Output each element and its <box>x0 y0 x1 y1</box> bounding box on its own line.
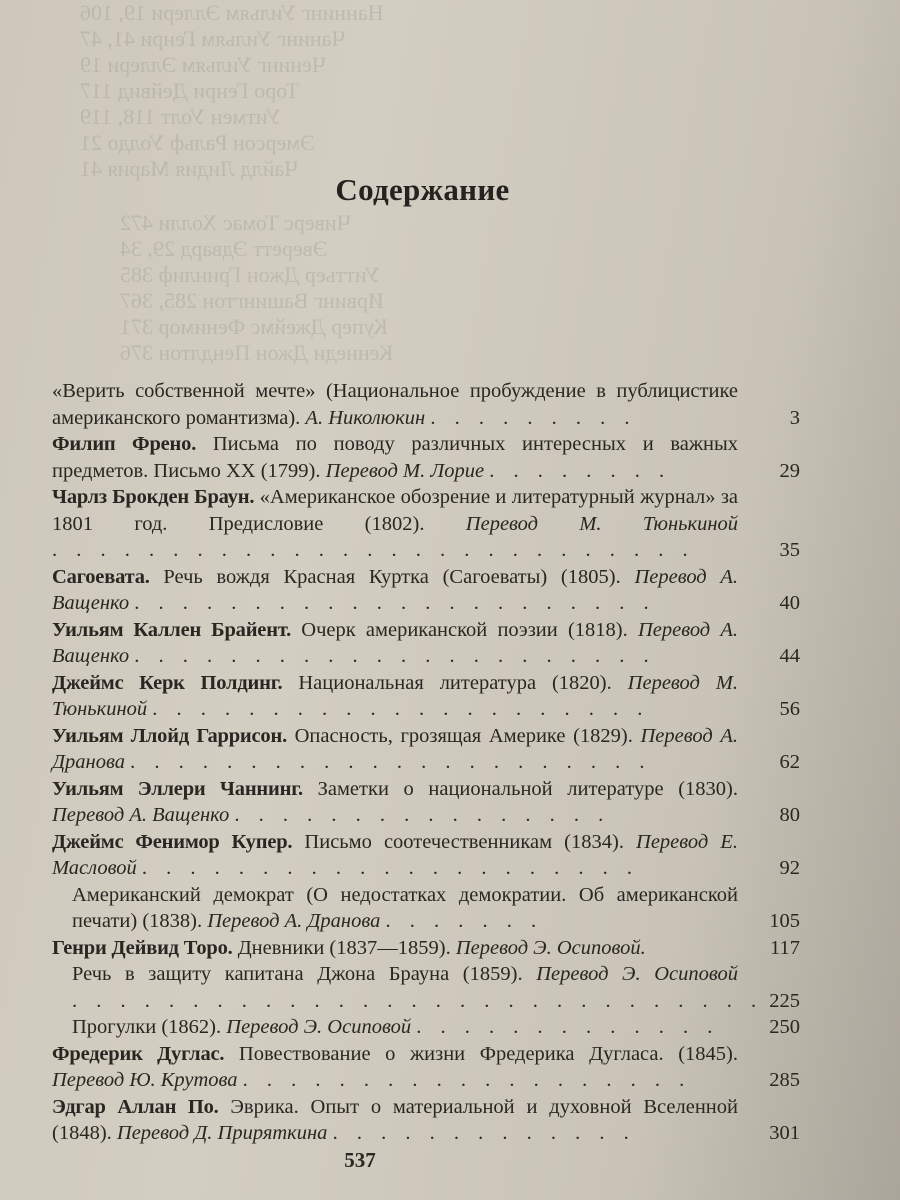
bleed-through-text: Наннинг Уильям Эллери 19, 106 <box>80 0 384 25</box>
toc-entry-translator: Перевод А. Дранова <box>52 724 738 773</box>
toc-entry <box>52 935 800 962</box>
toc-entry-page: 44 <box>779 645 800 667</box>
bleed-through-text: Кеннеди Джон Пендлтон 376 <box>120 340 394 365</box>
page-title: Содержание <box>335 172 510 207</box>
toc-entry-page: 225 <box>769 989 800 1012</box>
toc-entry-title: Речь вождя Красная Куртка (Сагоеваты) (1805). <box>163 565 621 588</box>
toc-entry-translator: Перевод Э. Осиповой. <box>455 936 646 959</box>
toc-entry-leader: . . . . . . . . . <box>430 406 637 429</box>
toc-entry-title: Эврика. Опыт о материальной и духовной Вселенной (1848). <box>52 1095 738 1144</box>
toc-entry-title: «Верить собственной мечте» (Национальное пробуждение в публицистике американского романтизма). <box>52 380 738 429</box>
toc-entry-leader: . . . . . . . . <box>489 459 672 482</box>
toc-entry-title: Письма по поводу различных интересных и важных предметов. Письмо XX (1799). <box>52 433 739 482</box>
toc-entry-title: Заметки о национальной литературе (1830). <box>317 777 738 800</box>
toc-entry-author: Генри Дейвид Торо. <box>52 936 233 959</box>
toc-entry <box>52 961 800 1014</box>
toc-entry-title: Опасность, грозящая Америке (1829). <box>294 724 633 747</box>
toc-entry-author: Эдгар Аллан По. <box>52 1095 219 1118</box>
toc-entry <box>52 378 800 431</box>
bleed-through-text: Уиттьер Джон Гринлиф 385 <box>120 262 381 287</box>
bleed-through-text: Эмерсон Ральф Уолдо 21 <box>80 130 315 155</box>
bleed-through-text: Чанинг Уильям Генри 41, 47 <box>80 26 346 51</box>
toc-entry-leader: . . . . . . . . . . . . . . . . <box>234 804 611 826</box>
toc-entry-page: 92 <box>779 857 800 879</box>
toc-entry-author: Уильям Эллери Чаннинг. <box>52 777 303 800</box>
toc-entry-leader: . . . . . . . . . . . . . . . . . . . . . . <box>130 751 652 773</box>
bleed-through-text: Торо Генри Дейвид 117 <box>80 78 299 103</box>
toc-entry-page: 117 <box>770 936 800 959</box>
toc-entry <box>52 723 800 776</box>
toc-entry <box>52 564 800 617</box>
toc-entry <box>52 1014 800 1041</box>
toc-entry-leader: . . . . . . . . . . . . . . . . . . . . . . . . . . . <box>52 539 695 561</box>
toc-entry-page: 56 <box>779 698 800 720</box>
toc-entry-author: Уильям Каллен Брайент. <box>52 618 292 641</box>
toc-entry-translator: Перевод А. Ващенко <box>52 804 230 826</box>
toc-entry-author: Фредерик Дуглас. <box>52 1042 225 1065</box>
toc-entry-title: Американский демократ (О недостатках демократии. Об американской печати) (1838). <box>72 883 738 932</box>
toc-entry-page: 40 <box>779 592 800 614</box>
toc-entry-translator: Перевод М. Тюнькиной <box>465 512 738 535</box>
toc-entry-translator: Перевод Э. Осиповой <box>226 1016 412 1038</box>
toc-entry-leader: . . . . . . . . . . . . . <box>416 1016 720 1038</box>
bleed-through-text: Уитмен Уолт 118, 119 <box>80 104 282 129</box>
toc-entry-leader: . . . . . . . . . . . . . . . . . . . . . <box>152 698 650 720</box>
toc-entry-author: Чарлз Брокден Браун. <box>52 486 255 508</box>
toc-entry-page: 35 <box>779 539 800 561</box>
toc-entry-translator: Перевод А. Ващенко <box>52 618 739 667</box>
toc-entry-page: 29 <box>779 459 800 482</box>
toc-entry-leader: . . . . . . . . . . . . . . . . . . . . . <box>141 857 639 879</box>
toc-entry-title: «Американское обозрение и литературный журнал» за 1801 год. Предисловие (1802). <box>52 486 739 535</box>
toc-entry <box>52 776 800 829</box>
toc-entry-author: Джеймс Фенимор Купер. <box>52 830 293 853</box>
bleed-through-text: Купер Джеймс Фенимор 371 <box>120 314 388 339</box>
toc-entry-translator: Перевод М. Тюнькиной <box>52 671 739 720</box>
toc-entry-title: Повествование о жизни Фредерика Дугласа. (1845). <box>238 1042 738 1065</box>
toc-entry-author: Сагоевата. <box>52 565 150 588</box>
toc-entry <box>52 484 800 564</box>
toc-entry-leader: . . . . . . . . . . . . . <box>332 1122 636 1144</box>
toc-entry-translator: Перевод Д. Приряткина <box>116 1122 328 1144</box>
toc-entry-page: 80 <box>779 804 800 826</box>
toc-entry-author: Джеймс Керк Полдинг. <box>52 671 283 694</box>
toc-entry-translator: Перевод М. Лорие <box>325 459 485 482</box>
toc-entry <box>52 1094 800 1147</box>
toc-entry-translator: Перевод А. Ващенко <box>52 565 739 614</box>
toc-entry-page: 3 <box>789 406 800 429</box>
toc-entry-page: 105 <box>769 910 800 932</box>
page-number: 537 <box>344 1148 376 1172</box>
toc-entry-translator: Перевод А. Дранова <box>207 910 381 932</box>
toc-entry-title: Очерк американской поэзии (1818). <box>301 618 628 641</box>
toc-entry-title: Речь в защиту капитана Джона Брауна (1859). <box>72 963 523 985</box>
toc-entry-author: Уильям Ллойд Гаррисон. <box>52 724 287 747</box>
toc-entry-title: Дневники (1837—1859). <box>237 936 451 959</box>
toc-entry <box>52 431 800 484</box>
bleed-through-text: Чиверс Томас Холли 472 <box>120 210 351 235</box>
toc-entry-page: 250 <box>769 1016 800 1038</box>
toc-entry-translator: А. Николюкин <box>305 406 426 429</box>
toc-entry <box>52 882 800 935</box>
toc-entry-page: 62 <box>779 751 800 773</box>
toc-entry-title: Письмо соотечественникам (1834). <box>304 830 624 853</box>
toc-entry-translator: Перевод Е. Масловой <box>52 830 738 879</box>
toc-entry-leader: . . . . . . . . . . . . . . . . . . . . . . <box>134 645 656 667</box>
toc-entry-leader: . . . . . . . <box>385 910 544 932</box>
toc-entry-leader: . . . . . . . . . . . . . . . . . . . . . . <box>134 592 656 614</box>
toc-entry-page: 285 <box>769 1069 800 1091</box>
toc-entry-title: Национальная литература (1820). <box>298 671 612 694</box>
bleed-through-text: Эверетт Эдвард 29, 34 <box>120 236 328 261</box>
toc-entry-page: 301 <box>769 1122 800 1144</box>
toc-entry <box>52 829 800 882</box>
bleed-through-text: Ирвинг Вашингтон 285, 367 <box>120 288 384 313</box>
toc-entry <box>52 670 800 723</box>
toc-entry <box>52 617 800 670</box>
bleed-through-text: Ченинг Уильям Эллери 19 <box>80 52 327 77</box>
toc-entry-title: Прогулки (1862). <box>72 1016 222 1038</box>
toc-entry <box>52 1041 800 1094</box>
table-of-contents <box>52 378 800 1147</box>
toc-entry-leader: . . . . . . . . . . . . . . . . . . . <box>242 1069 692 1091</box>
toc-entry-translator: Перевод Ю. Крутова <box>52 1069 238 1091</box>
toc-entry-translator: Перевод Э. Осиповой <box>536 963 738 985</box>
toc-entry-author: Филип Френо. <box>52 433 197 455</box>
bleed-through-text: Чайлд Лидия Мария 41 <box>80 156 299 181</box>
toc-entry-leader: . . . . . . . . . . . . . . . . . . . . . . . . . . . . . <box>72 989 764 1012</box>
